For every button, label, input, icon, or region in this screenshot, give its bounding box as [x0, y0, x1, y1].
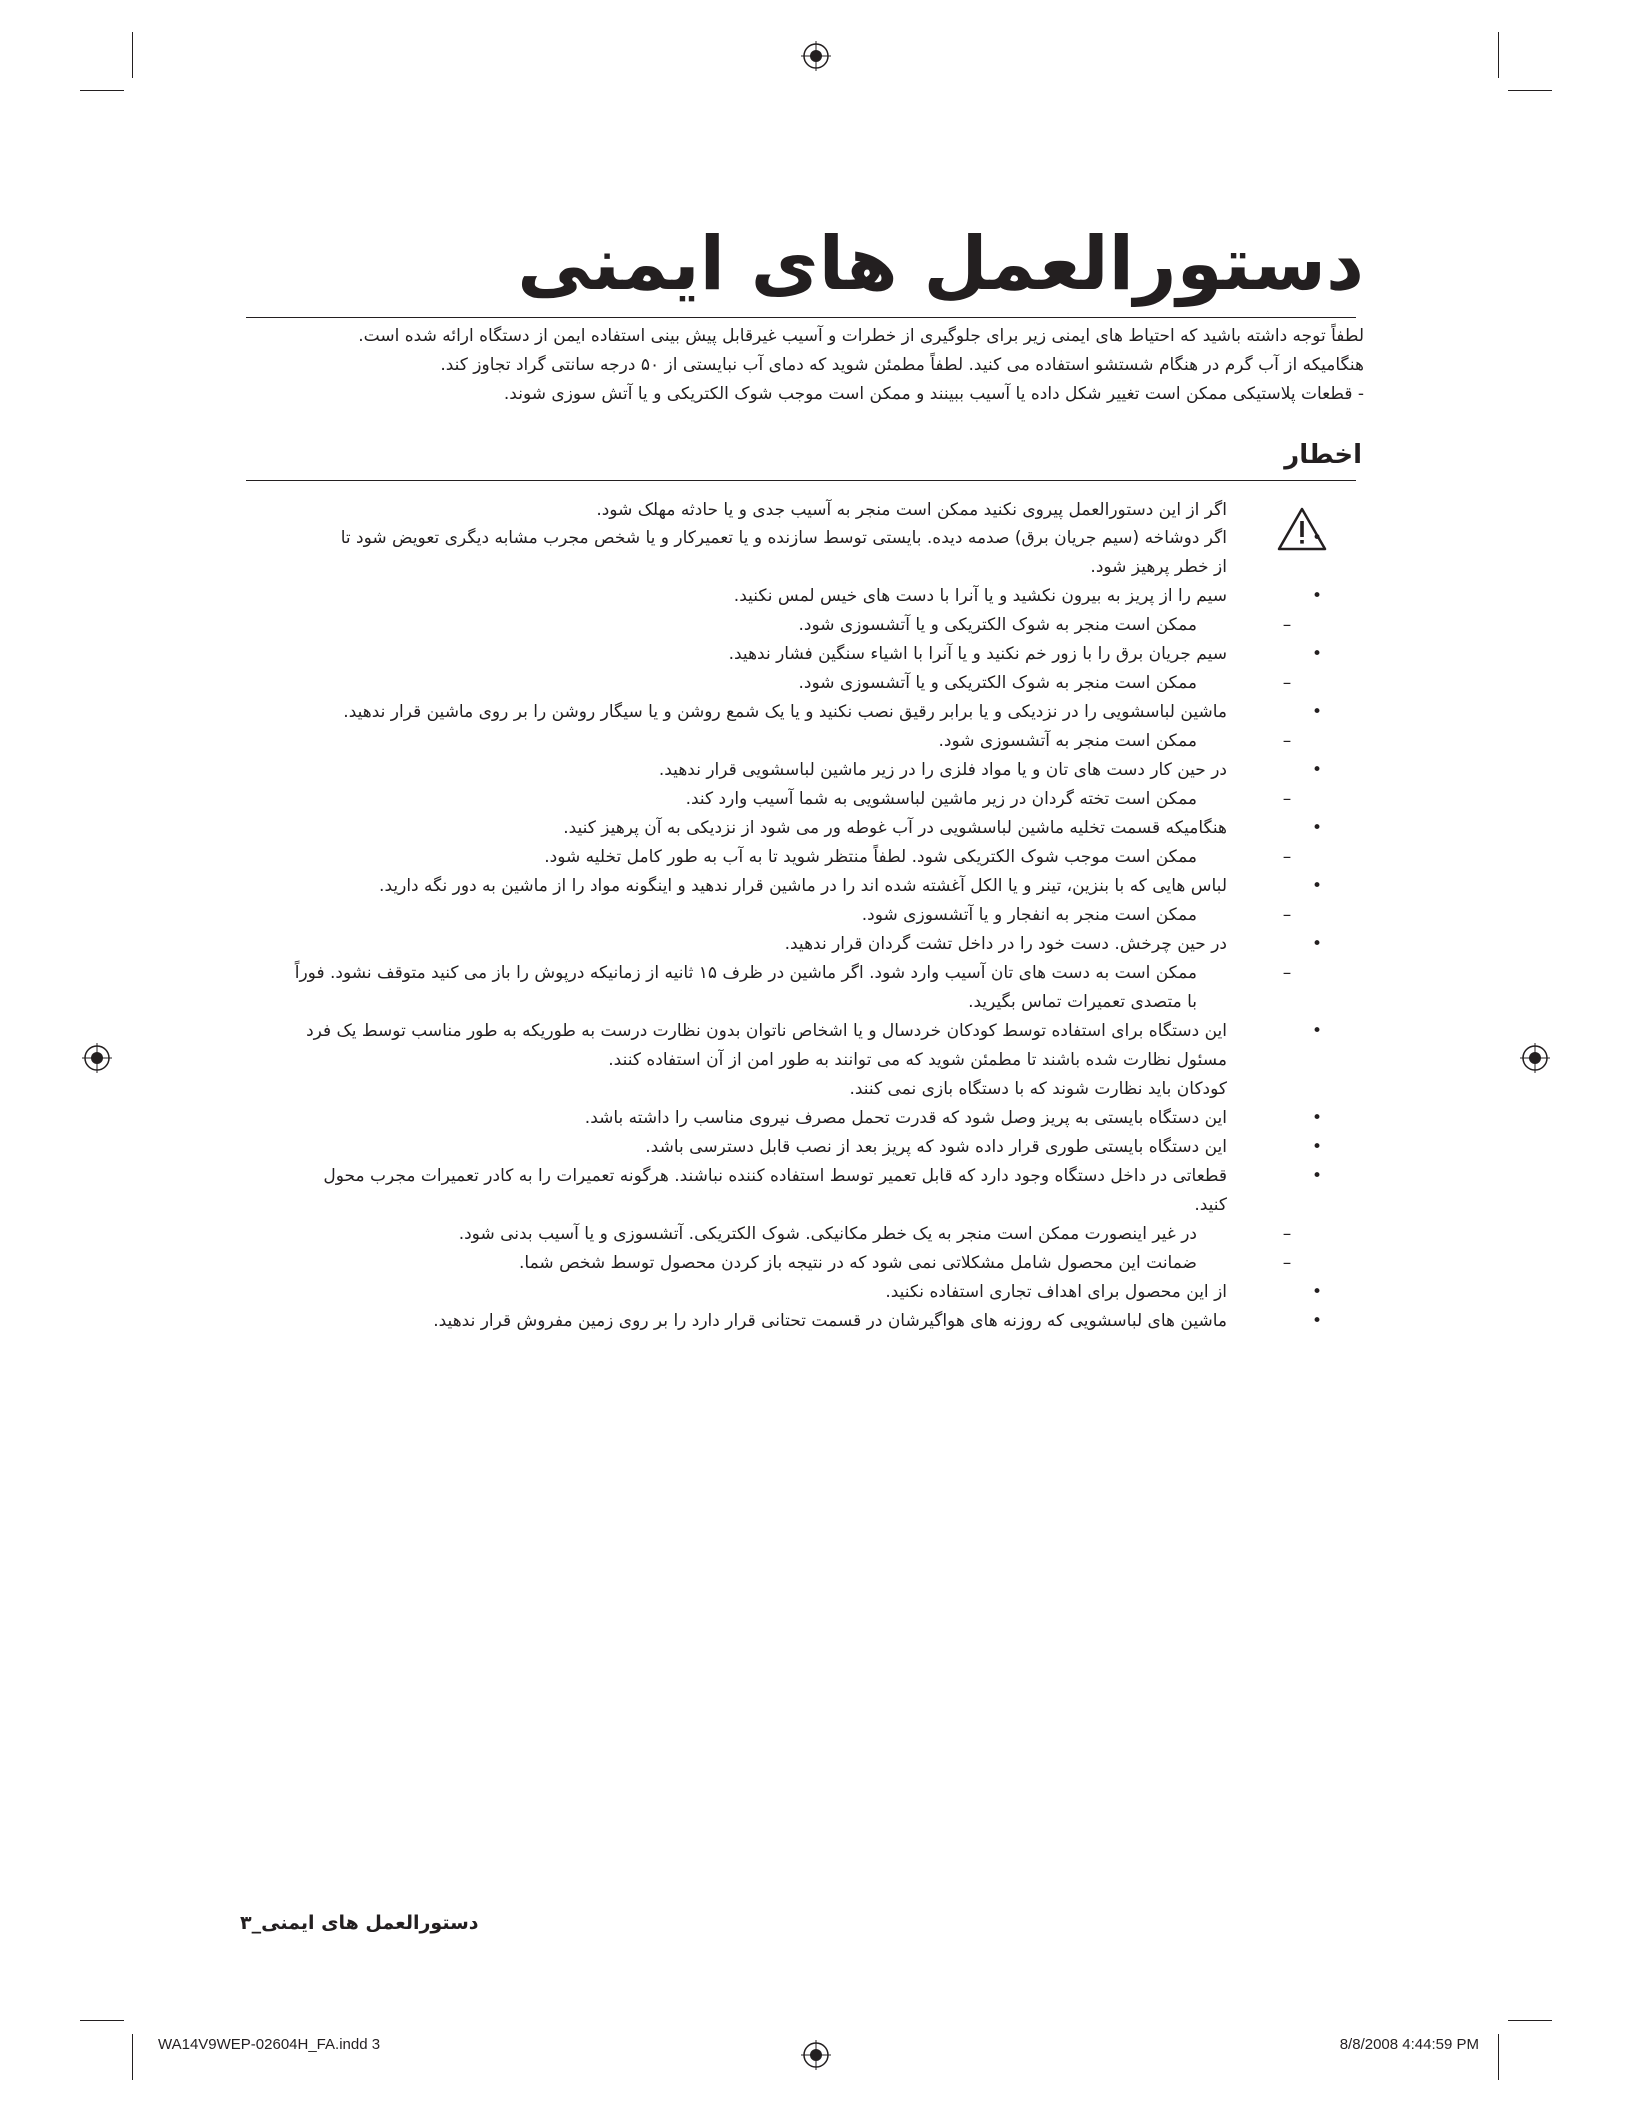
sub-item: [207, 901, 1327, 930]
dash-marker: –: [1282, 673, 1292, 693]
list-item-text: ممکن است منجر به انفجار و یا آتشسوزی شود.: [861, 905, 1197, 925]
list-item: [207, 756, 1327, 785]
list-item-text: ممکن است منجر به شوک الکتریکی و یا آتشسوزی شود.: [798, 673, 1197, 693]
dash-marker: –: [1282, 847, 1292, 867]
list-item: [207, 640, 1327, 669]
list-item: [207, 524, 1327, 582]
intro-line: - قطعات پلاستیکی ممکن است تغییر شکل داده یا آسیب ببینند و ممکن است موجب شوک الکتریکی و یا آتش سوزی شوند.: [503, 384, 1364, 404]
crop-mark: [132, 32, 133, 78]
list-item: [207, 1104, 1327, 1133]
list-item-text: این دستگاه بایستی طوری قرار داده شود که پریز بعد از نصب قابل دسترسی باشد.: [645, 1137, 1227, 1157]
intro-paragraph: [264, 322, 1364, 409]
sub-item: [207, 843, 1327, 872]
registration-mark-icon: [1520, 1043, 1550, 1073]
sub-item: [207, 1249, 1327, 1278]
crop-mark: [1498, 32, 1499, 78]
warning-list: [207, 524, 1327, 1336]
list-item-text: این دستگاه برای استفاده توسط کودکان خردسال و یا اشخاص ناتوان بدون نظارت درست به طوریکه به طور مناسب توسط یک فرد مسئول نظارت شده باشند تا مطمئن شوید که می توانند به طور امن از آن استفاده کنند. کودکان باید نظارت شوند که با دستگاه بازی نمی کنند.: [306, 1021, 1227, 1099]
list-item-text: لباس هایی که با بنزین، تینر و یا الکل آغشته شده اند را در ماشین قرار ندهید و اینگونه مواد را از ماشین به دور نگه دارید.: [379, 876, 1227, 896]
bullet-marker: •: [1311, 1137, 1323, 1157]
dash-marker: –: [1282, 963, 1292, 983]
list-item-text: هنگامیکه قسمت تخلیه ماشین لباسشویی در آب غوطه ور می شود از نزدیکی به آن پرهیز کنید.: [563, 818, 1227, 838]
footer-date-time: 8/8/2008 4:44:59 PM: [1339, 2036, 1479, 2053]
crop-mark: [1508, 2020, 1552, 2021]
bullet-marker: •: [1311, 644, 1323, 664]
sub-item: [207, 1220, 1327, 1249]
bullet-marker: •: [1311, 934, 1323, 954]
list-item: [207, 1162, 1327, 1220]
list-item: [207, 582, 1327, 611]
list-item-text: این دستگاه بایستی به پریز وصل شود که قدرت تحمل مصرف نیروی مناسب را داشته باشد.: [584, 1108, 1227, 1128]
list-item-text: ماشین لباسشویی را در نزدیکی و یا برابر رقیق نصب نکنید و یا یک شمع روشن و یا سیگار روشن را بر روی ماشین قرار ندهید.: [343, 702, 1227, 722]
bullet-marker: •: [1311, 876, 1323, 896]
crop-mark: [1498, 2034, 1499, 2080]
bullet-marker: •: [1311, 702, 1323, 722]
registration-mark-icon: [82, 1043, 112, 1073]
list-item: [207, 1278, 1327, 1307]
bullet-marker: •: [1311, 818, 1323, 838]
list-item: [207, 872, 1327, 901]
intro-line: هنگامیکه از آب گرم در هنگام شستشو استفاده می کنید. لطفاً مطمئن شوید که دمای آب نبایستی از ۵۰ درجه سانتی گراد تجاوز کند.: [440, 355, 1364, 375]
bullet-marker: •: [1311, 1311, 1323, 1331]
sub-item: [207, 785, 1327, 814]
section-divider: [246, 480, 1356, 481]
title-divider: [246, 317, 1356, 318]
sub-item: [207, 669, 1327, 698]
sub-item: [207, 611, 1327, 640]
list-item: [207, 814, 1327, 843]
bullet-marker: •: [1311, 586, 1323, 606]
sub-item: [207, 959, 1327, 1017]
bullet-marker: •: [1311, 1021, 1323, 1041]
crop-mark: [132, 2034, 133, 2080]
page-number: دستورالعمل های ایمنی_۳: [240, 1912, 479, 1934]
list-item-text: سیم جریان برق را با زور خم نکنید و یا آنرا با اشیاء سنگین فشار ندهید.: [728, 644, 1227, 664]
list-item-text: سیم را از پریز به بیرون نکشید و یا آنرا با دست های خیس لمس نکنید.: [733, 586, 1227, 606]
crop-mark: [1508, 90, 1552, 91]
list-item: [207, 1133, 1327, 1162]
list-item: [207, 1307, 1327, 1336]
list-item-text: ضمانت این محصول شامل مشکلاتی نمی شود که در نتیجه باز کردن محصول توسط شخص شما.: [519, 1253, 1197, 1273]
list-item-text: ماشین های لباسشویی که روزنه های هواگیرشان در قسمت تحتانی قرار دارد را بر روی زمین مفروش قرار ندهید.: [433, 1311, 1227, 1331]
bullet-marker: •: [1311, 1282, 1323, 1302]
list-item-text: ممکن است منجر به آتشسوزی شود.: [938, 731, 1197, 751]
dash-marker: –: [1282, 1224, 1292, 1244]
list-item-text: از این محصول برای اهداف تجاری استفاده نکنید.: [885, 1282, 1227, 1302]
list-item-text: ممکن است منجر به شوک الکتریکی و یا آتشسوزی شود.: [798, 615, 1197, 635]
crop-mark: [80, 2020, 124, 2021]
list-item: [207, 698, 1327, 727]
list-item-text: در غیر اینصورت ممکن است منجر به یک خطر مکانیکی. شوک الکتریکی. آتشسوزی و یا آسیب بدنی شود.: [458, 1224, 1197, 1244]
dash-marker: –: [1282, 789, 1292, 809]
dash-marker: –: [1282, 905, 1292, 925]
bullet-marker: •: [1311, 760, 1323, 780]
dash-marker: –: [1282, 1253, 1292, 1273]
sub-item: [207, 727, 1327, 756]
list-item-text: در حین کار دست های تان و یا مواد فلزی را در زیر ماشین لباسشویی قرار ندهید.: [658, 760, 1227, 780]
list-item-text: در حین چرخش. دست خود را در داخل تشت گردان قرار ندهید.: [784, 934, 1227, 954]
list-item-text: ممکن است تخته گردان در زیر ماشین لباسشویی به شما آسیب وارد کند.: [685, 789, 1197, 809]
bullet-marker: •: [1311, 528, 1323, 548]
list-item-text: اگر دوشاخه (سیم جریان برق) صدمه دیده. بایستی توسط سازنده و یا تعمیرکار و یا شخص مجرب مشابه دیگری تعویض شود تا از خطر پرهیز شود.: [340, 528, 1227, 577]
dash-marker: –: [1282, 615, 1292, 635]
intro-line: لطفاً توجه داشته باشید که احتیاط های ایمنی زیر برای جلوگیری از خطرات و آسیب غیرقابل پیش بینی استفاده ایمن از دستگاه ارائه شده است.: [358, 326, 1364, 346]
bullet-marker: •: [1311, 1108, 1323, 1128]
dash-marker: –: [1282, 731, 1292, 751]
list-item-text: ممکن است موجب شوک الکتریکی شود. لطفاً منتظر شوید تا به آب به طور کامل تخلیه شود.: [544, 847, 1197, 867]
list-item: [207, 1017, 1327, 1104]
section-title: اخطار: [1284, 440, 1362, 470]
footer-file-name: WA14V9WEP-02604H_FA.indd 3: [158, 2036, 381, 2053]
registration-mark-icon: [801, 41, 831, 71]
warning-intro: اگر از این دستورالعمل پیروی نکنید ممکن است منجر به آسیب جدی و یا حادثه مهلک شود.: [596, 500, 1227, 520]
crop-mark: [80, 90, 124, 91]
list-item: [207, 930, 1327, 959]
page-title: دستورالعمل های ایمنی: [517, 221, 1364, 307]
list-item-text: قطعاتی در داخل دستگاه وجود دارد که قابل تعمیر توسط استفاده کننده نباشند. هرگونه تعمیرات را به کادر تعمیرات مجرب محول کنید.: [323, 1166, 1227, 1215]
list-item-text: ممکن است به دست های تان آسیب وارد شود. اگر ماشین در ظرف ۱۵ ثانیه از زمانیکه درپوش را باز می کنید متوقف نشود. فوراً با متصدی تعمیرات تماس بگیرید.: [294, 963, 1197, 1012]
registration-mark-icon: [801, 2040, 831, 2070]
bullet-marker: •: [1311, 1166, 1323, 1186]
